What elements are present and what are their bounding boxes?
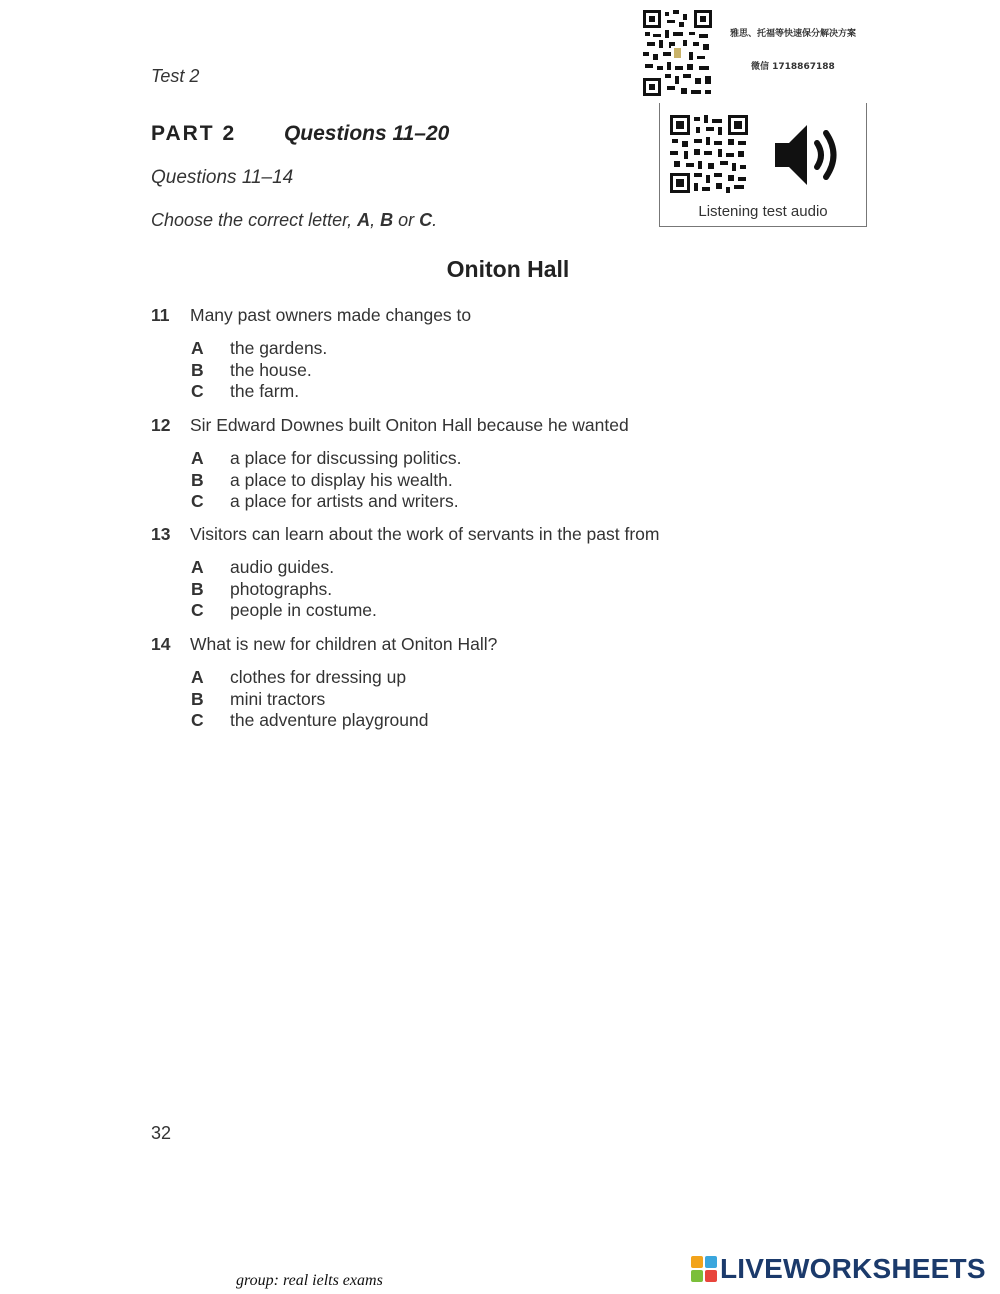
- option-11-a[interactable]: [191, 338, 327, 359]
- part-heading: [151, 122, 449, 146]
- option-letter: A: [191, 667, 204, 687]
- question-number: 11: [151, 305, 170, 325]
- option-14-a[interactable]: [191, 667, 406, 688]
- option-text: a place for discussing politics.: [230, 448, 462, 468]
- instruction-letter-b: B: [380, 210, 394, 230]
- section-title: Oniton Hall: [446, 256, 570, 282]
- option-letter: B: [191, 360, 204, 380]
- question-11: [151, 305, 471, 326]
- option-letter: A: [191, 448, 204, 468]
- option-text: the house.: [230, 360, 312, 380]
- option-11-b[interactable]: [191, 360, 312, 381]
- qr-caption-line2: 微信 1718867188: [751, 62, 835, 72]
- sub-questions-range: Questions 11–14: [151, 167, 294, 188]
- option-letter: A: [191, 557, 204, 577]
- qr-caption-line1: 雅思、托福等快速保分解决方案: [730, 29, 857, 39]
- option-13-b[interactable]: [191, 579, 332, 600]
- speaker-icon[interactable]: [773, 121, 845, 189]
- group-note: group: real ielts exams: [236, 1272, 383, 1289]
- part-questions-range: Questions 11–20: [283, 122, 450, 145]
- option-text: audio guides.: [230, 557, 335, 577]
- audio-qr-code-icon: [670, 115, 748, 193]
- logo-mark-icon: [691, 1256, 717, 1282]
- instruction-letter-a: A: [357, 210, 371, 230]
- question-13: [151, 524, 660, 545]
- audio-label: Listening test audio: [698, 203, 828, 220]
- option-letter: B: [191, 470, 204, 490]
- option-12-b[interactable]: [191, 470, 453, 491]
- instruction-text: Choose the correct letter,: [151, 210, 358, 230]
- question-number: 14: [151, 634, 171, 654]
- option-letter: B: [191, 579, 204, 599]
- option-text: a place to display his wealth.: [230, 470, 453, 490]
- option-letter: C: [191, 710, 204, 730]
- question-12: [151, 415, 629, 436]
- listening-audio-box[interactable]: [659, 103, 867, 227]
- instruction-letter-c: C: [419, 210, 433, 230]
- option-letter: C: [191, 381, 204, 401]
- option-letter: C: [191, 491, 204, 511]
- question-text: What is new for children at Oniton Hall?: [190, 634, 498, 654]
- test-label: Test 2: [151, 66, 200, 86]
- option-14-c[interactable]: [191, 710, 428, 731]
- option-text: people in costume.: [230, 600, 377, 620]
- option-13-a[interactable]: [191, 557, 334, 578]
- instruction-sep: ,: [370, 210, 381, 230]
- question-14: [151, 634, 497, 655]
- option-text: the farm.: [230, 381, 300, 401]
- question-number: 13: [151, 524, 171, 544]
- option-letter: A: [191, 338, 204, 358]
- part-label: PART 2: [151, 122, 237, 145]
- liveworksheets-logo[interactable]: [691, 1254, 986, 1284]
- question-number: 12: [151, 415, 171, 435]
- qr-code-icon: [643, 10, 712, 96]
- option-text: clothes for dressing up: [230, 667, 407, 687]
- option-text: mini tractors: [230, 689, 326, 709]
- option-letter: C: [191, 600, 204, 620]
- instruction-end: .: [432, 210, 438, 230]
- option-text: the gardens.: [230, 338, 328, 358]
- option-text: the adventure playground: [230, 710, 429, 730]
- option-text: a place for artists and writers.: [230, 491, 459, 511]
- instruction: [151, 210, 437, 231]
- question-text: Visitors can learn about the work of servants in the past from: [190, 524, 660, 544]
- question-text: Many past owners made changes to: [190, 305, 472, 325]
- option-11-c[interactable]: [191, 381, 299, 402]
- option-14-b[interactable]: [191, 689, 325, 710]
- instruction-or: or: [393, 210, 420, 230]
- option-text: photographs.: [230, 579, 333, 599]
- option-letter: B: [191, 689, 204, 709]
- logo-text: LIVEWORKSHEETS: [720, 1253, 986, 1284]
- option-12-a[interactable]: [191, 448, 462, 469]
- question-text: Sir Edward Downes built Oniton Hall because he wanted: [190, 415, 629, 435]
- page-number: 32: [151, 1123, 172, 1143]
- option-13-c[interactable]: [191, 600, 377, 621]
- option-12-c[interactable]: [191, 491, 459, 512]
